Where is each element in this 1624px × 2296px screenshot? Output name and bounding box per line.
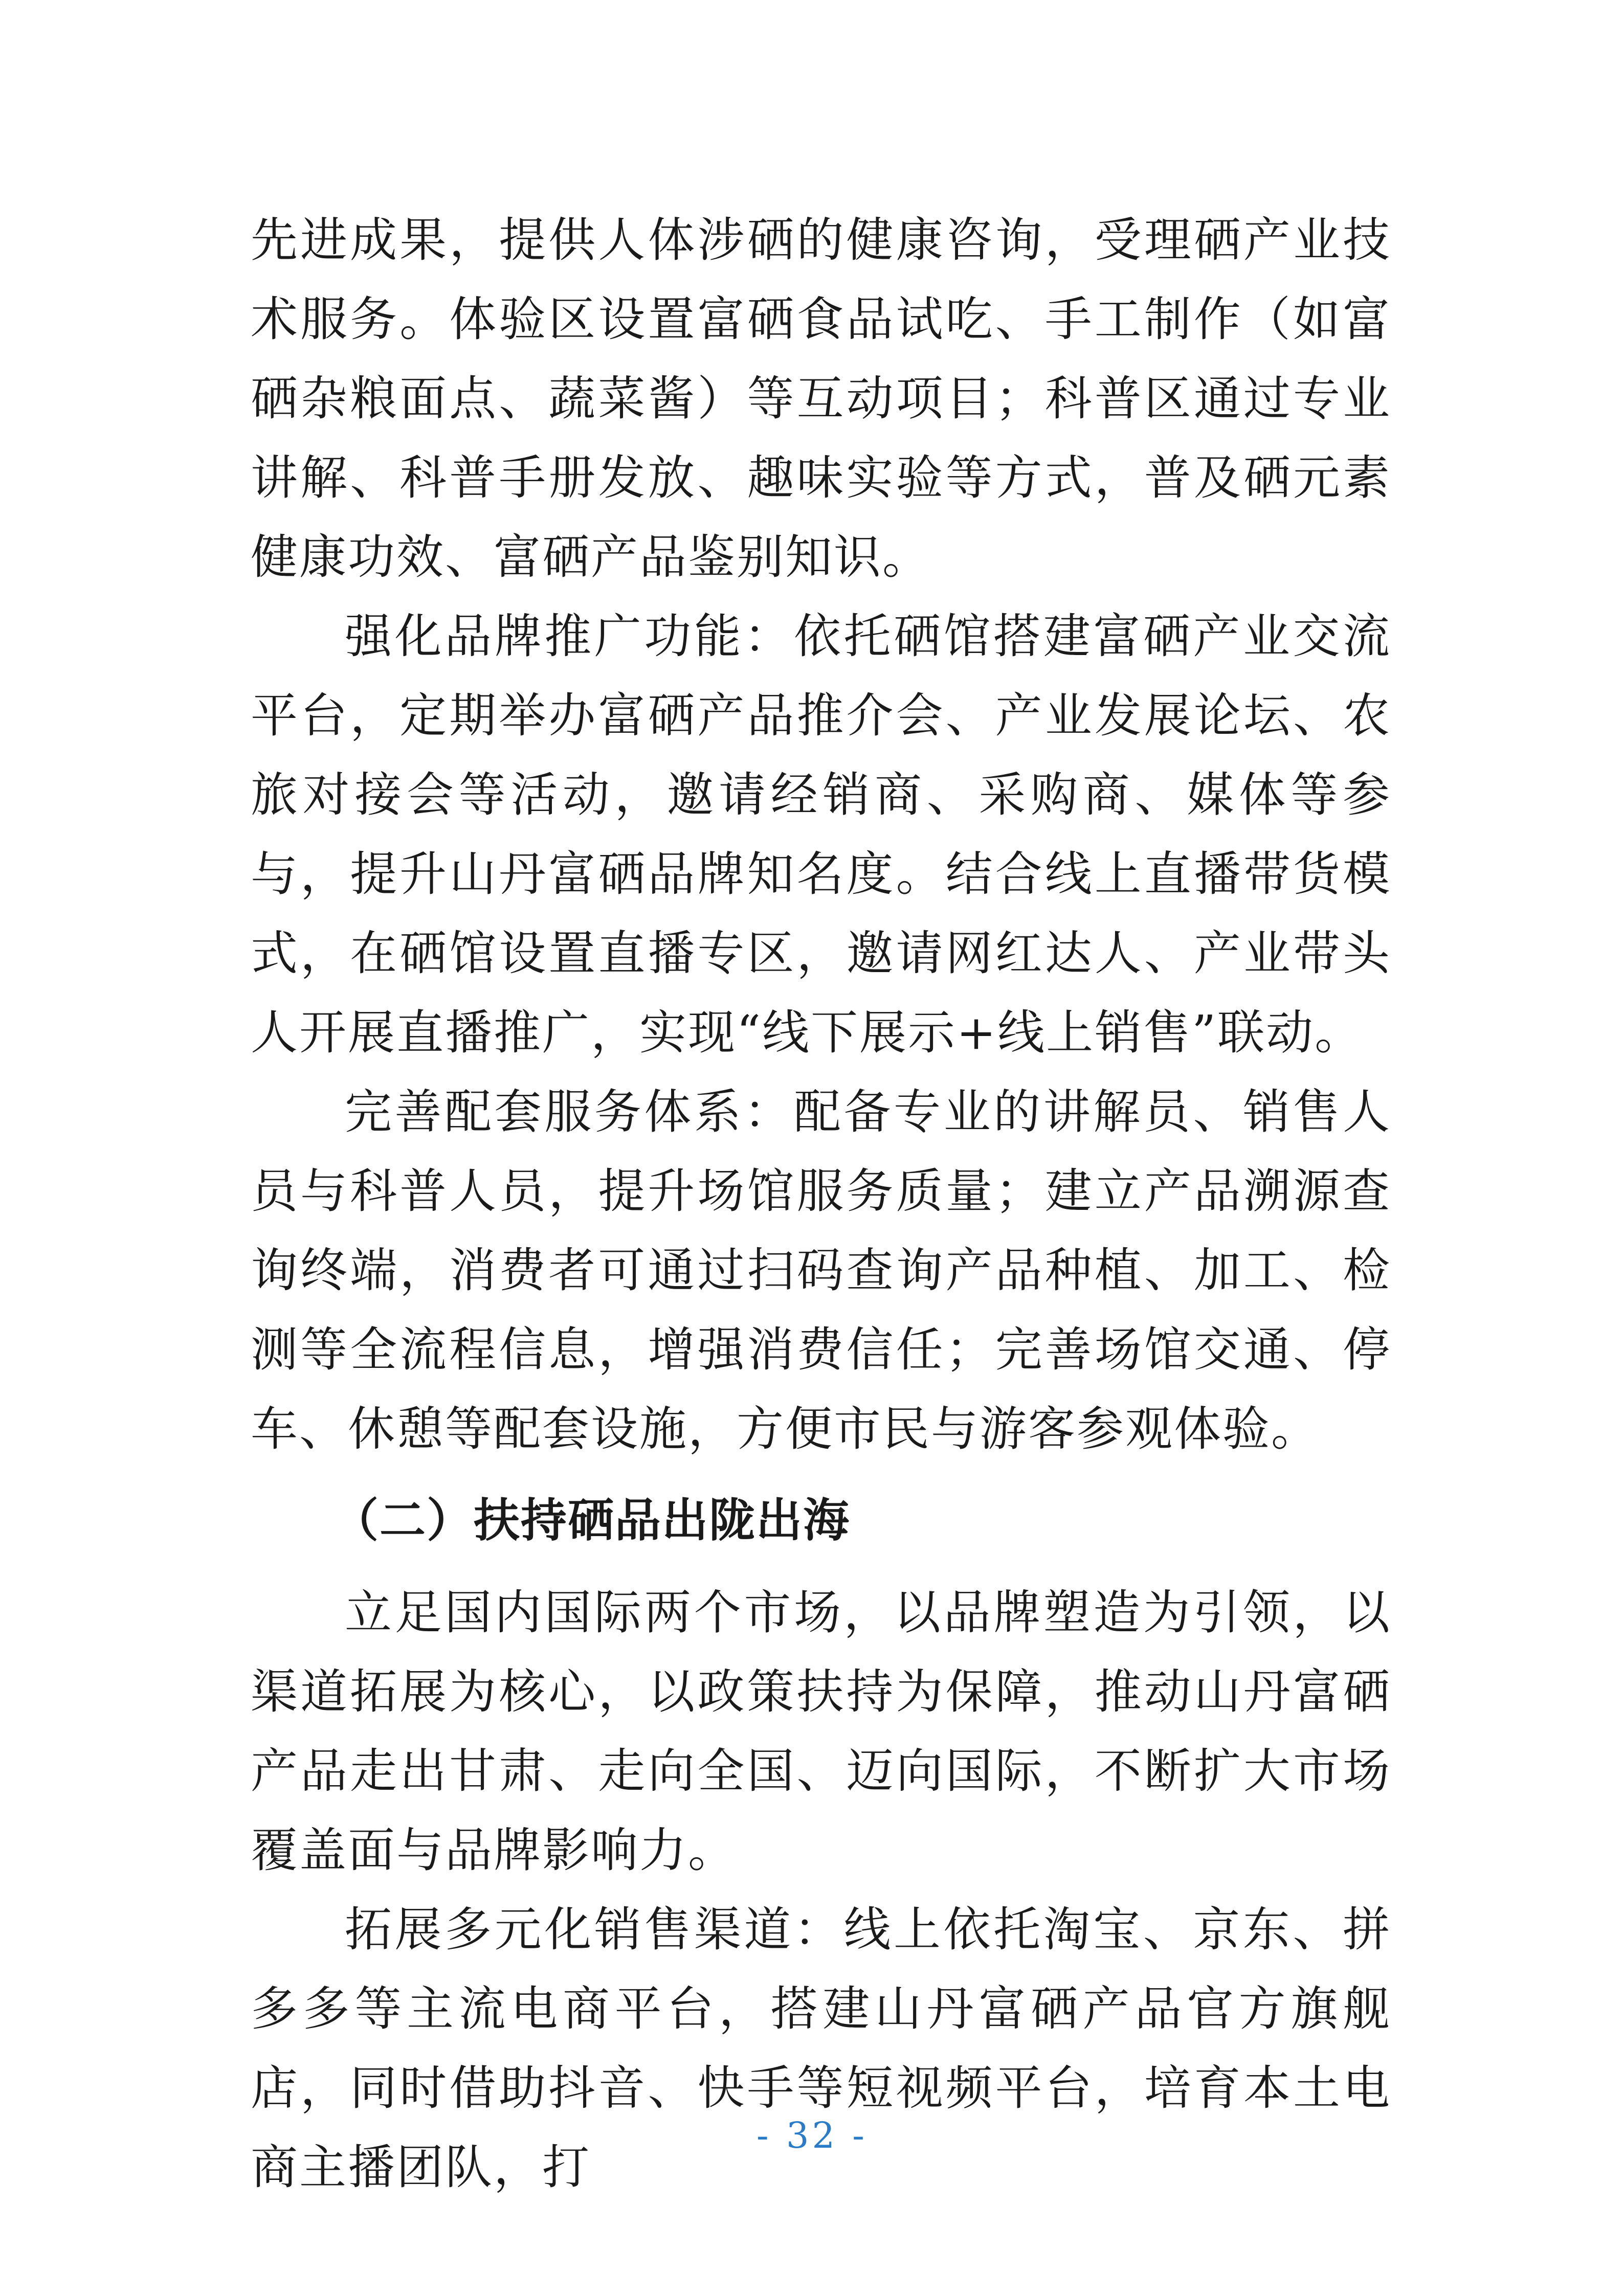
section-heading: （二）扶持硒品出陇出海 — [332, 1494, 850, 1547]
paragraph-supporting-services: 完善配套服务体系：配备专业的讲解员、销售人员与科普人员，提升场馆服务质量；建立产品溯源查询终端，消费者可通过扫码查询产品种植、加工、检测等全流程信息，增强消费信任；完善场馆交通、停车、休憩等配套设施，方便市民与游客参观体验。 — [251, 1085, 1391, 1456]
paragraph-sales-channels: 拓展多元化销售渠道：线上依托淘宝、京东、拼多多等主流电商平台，搭建山丹富硒产品官方旗舰店，同时借助抖音、快手等短视频平台，培育本土电商主播团队，打 — [251, 1902, 1391, 2195]
paragraph-exhibition-zones: 先进成果，提供人体涉硒的健康咨询，受理硒产业技术服务。体验区设置富硒食品试吃、手工制作（如富硒杂粮面点、蔬菜酱）等互动项目；科普区通过专业讲解、科普手册发放、趣味实验等方式，普及硒元素健康功效、富硒产品鉴别知识。 — [251, 213, 1391, 584]
page-number: - 32 - — [757, 2114, 867, 2156]
paragraph-market-strategy: 立足国内国际两个市场，以品牌塑造为引领，以渠道拓展为核心，以政策扶持为保障，推动山丹富硒产品走出甘肃、走向全国、迈向国际，不断扩大市场覆盖面与品牌影响力。 — [251, 1585, 1391, 1878]
document-body — [251, 200, 1391, 2207]
paragraph-brand-promotion: 强化品牌推广功能：依托硒馆搭建富硒产业交流平台，定期举办富硒产品推介会、产业发展论坛、农旅对接会等活动，邀请经销商、采购商、媒体等参与，提升山丹富硒品牌知名度。结合线上直播带货模式，在硒馆设置直播专区，邀请网红达人、产业带头人开展直播推广，实现“线下展示+线上销售”联动。 — [251, 609, 1391, 1060]
